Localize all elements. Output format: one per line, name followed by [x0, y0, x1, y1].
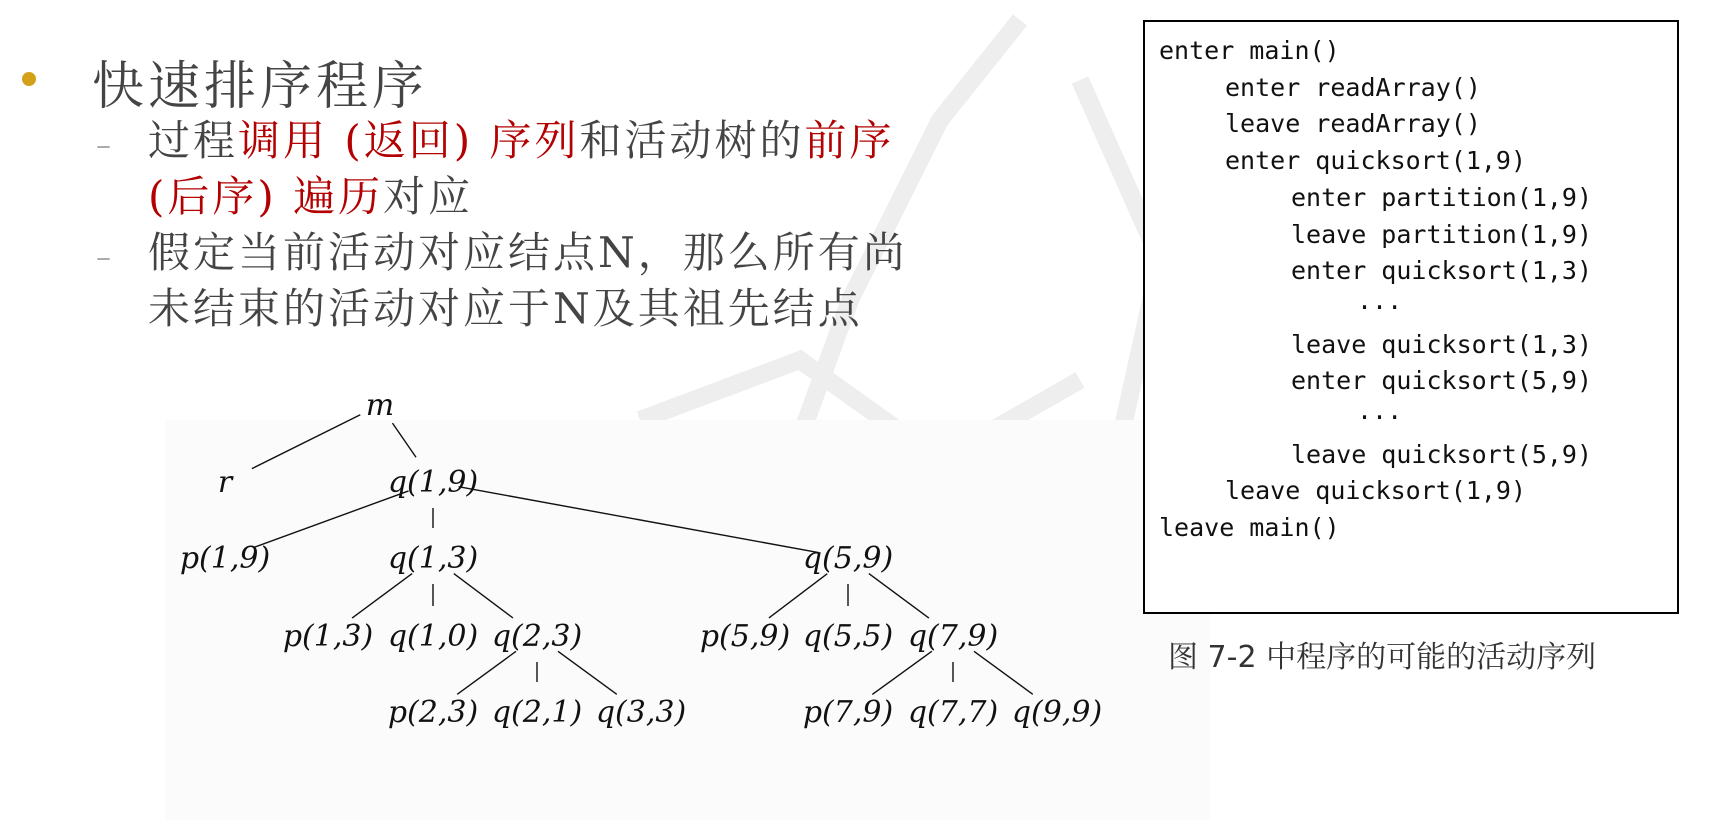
tree-edge-q59-p59	[769, 574, 827, 618]
activation-sequence-box	[1143, 20, 1679, 614]
tree-edge-m-q19	[392, 423, 416, 457]
tree-edge-q59-q79	[869, 574, 929, 619]
point-2-line-2: 未结束的活动对应于N及其祖先结点	[148, 284, 863, 333]
tree-node-q23: q(2,3)	[491, 619, 583, 654]
point-1-line-2	[148, 166, 473, 228]
tree-edge-q23-p23	[457, 651, 516, 694]
code-line: ···	[1357, 292, 1403, 322]
bullet-dot	[22, 72, 36, 86]
point-1-seg-4: 前序	[804, 116, 895, 165]
point-1-seg-6: 对应	[383, 172, 474, 221]
code-line: enter quicksort(1,3)	[1291, 256, 1593, 286]
code-line: enter quicksort(5,9)	[1291, 366, 1593, 396]
tree-node-q33: q(3,3)	[595, 695, 687, 730]
figure-caption: 图 7-2 中程序的可能的活动序列	[1168, 640, 1597, 675]
tree-node-p13: p(1,3)	[282, 619, 374, 654]
code-line: leave quicksort(5,9)	[1291, 439, 1593, 469]
tree-edge-q79-q99	[974, 651, 1033, 694]
tree-node-q99: q(9,9)	[1011, 695, 1103, 730]
code-line: enter readArray()	[1225, 72, 1481, 102]
point-1-seg-3: 和活动树的	[579, 116, 805, 165]
code-line: leave quicksort(1,9)	[1225, 476, 1527, 506]
activation-tree-svg	[165, 388, 1210, 820]
tree-edge-q13-q23	[454, 574, 513, 618]
tree-node-q21: q(2,1)	[491, 695, 583, 730]
tree-node-q55: q(5,5)	[802, 619, 894, 654]
tree-node-r: r	[217, 465, 233, 500]
tree-node-p59: p(5,9)	[699, 619, 791, 654]
tree-node-q10: q(1,0)	[387, 619, 479, 654]
activation-tree	[165, 388, 1210, 820]
tree-node-q77: q(7,7)	[907, 695, 999, 730]
code-line: leave quicksort(1,3)	[1291, 329, 1593, 359]
tree-node-q19: q(1,9)	[387, 465, 479, 500]
tree-edge-q13-p13	[352, 574, 412, 619]
code-line: leave readArray()	[1225, 109, 1481, 139]
point-1-dash: –	[96, 128, 111, 163]
tree-node-p19: p(1,9)	[179, 541, 271, 576]
point-1-seg-1: 过程	[148, 116, 239, 165]
point-1-line-1	[148, 110, 895, 172]
tree-edge-q23-q33	[558, 651, 617, 694]
tree-edge-q19-q59	[459, 487, 819, 553]
slide-heading: 快速排序程序	[92, 57, 429, 117]
tree-node-p23: p(2,3)	[387, 695, 479, 730]
code-line: ···	[1357, 403, 1403, 432]
point-1-seg-2: 调用 (返回) 序列	[238, 116, 580, 165]
code-line: leave main()	[1159, 513, 1340, 543]
code-line: enter partition(1,9)	[1291, 182, 1593, 212]
code-line: enter quicksort(1,9)	[1225, 146, 1527, 176]
tree-node-m: m	[365, 388, 395, 423]
tree-node-q79: q(7,9)	[907, 619, 999, 654]
tree-edge-q19-p19	[253, 491, 408, 548]
tree-edge-m-r	[252, 415, 360, 469]
code-line: leave partition(1,9)	[1291, 219, 1593, 249]
tree-edge-q79-p79	[872, 651, 932, 694]
tree-node-q59: q(5,9)	[802, 541, 894, 576]
point-2-line-1: 假定当前活动对应结点N，那么所有尚	[148, 228, 908, 277]
point-2-dash: –	[96, 240, 111, 275]
code-line: enter main()	[1159, 36, 1340, 65]
tree-node-q13: q(1,3)	[387, 541, 479, 576]
point-1-seg-5: (后序) 遍历	[148, 172, 384, 221]
tree-node-p79: p(7,9)	[802, 695, 894, 730]
